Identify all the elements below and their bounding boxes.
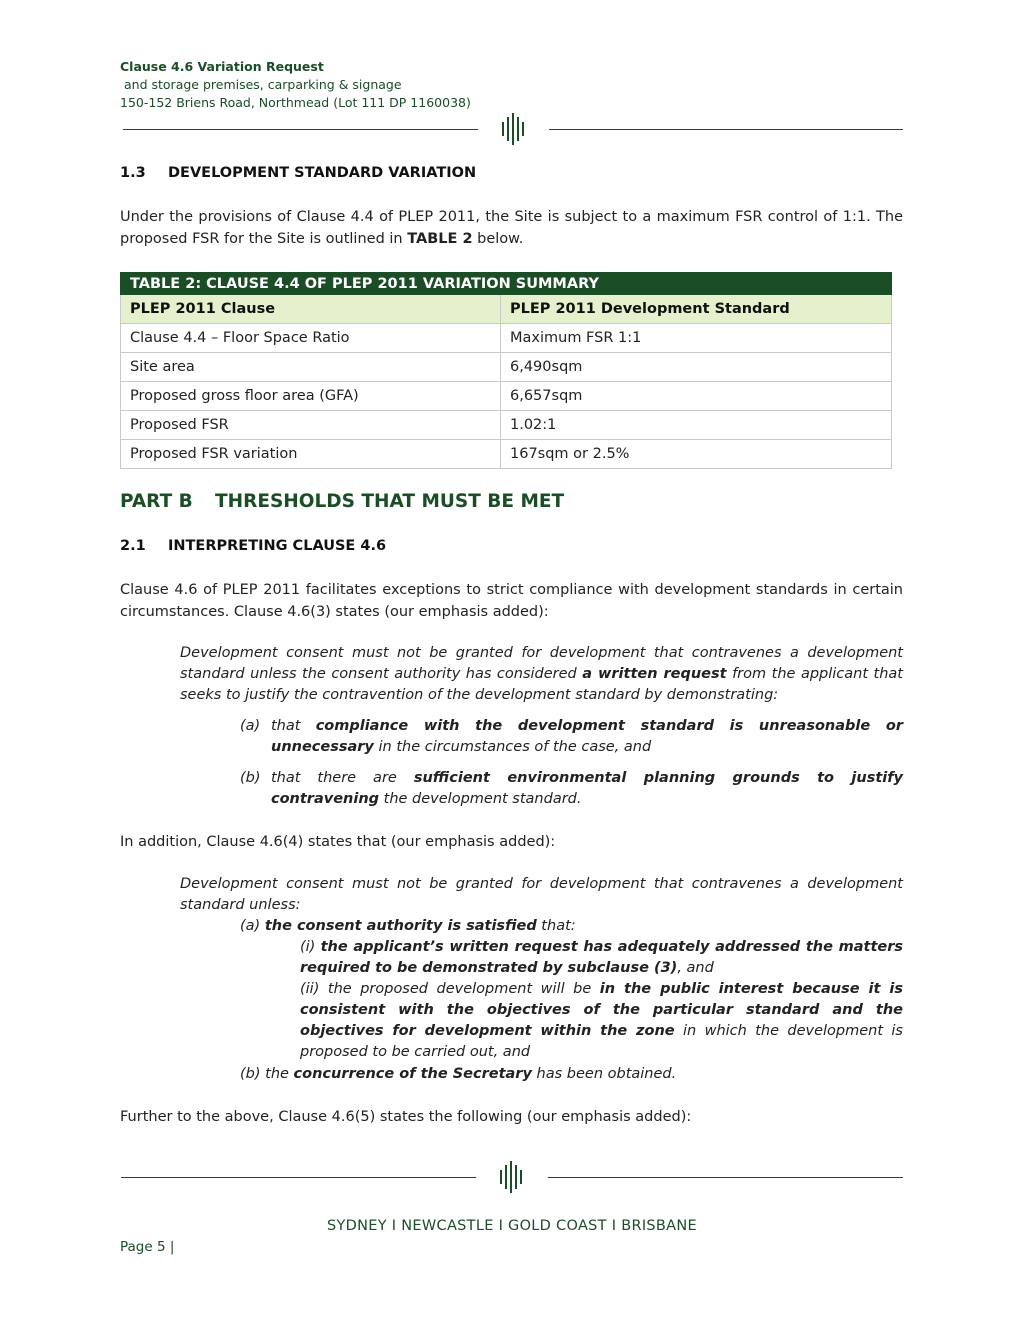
section-number: 2.1 <box>120 538 146 554</box>
part-title: THRESHOLDS THAT MUST BE MET <box>215 491 565 512</box>
variation-summary-table <box>120 272 892 469</box>
text-run: (ii) the proposed development will be <box>300 981 600 997</box>
table-row <box>121 382 892 411</box>
text-run: in the circumstances of the case, and <box>373 739 652 755</box>
paragraph-fsr-intro <box>120 206 903 250</box>
section-number: 1.3 <box>120 165 146 181</box>
text-run: in which the development is proposed to be carried out, and <box>300 1023 903 1060</box>
quote-clause-4-6-3 <box>180 643 903 706</box>
section-title: INTERPRETING CLAUSE 4.6 <box>168 538 387 554</box>
text-run: Under the provisions of Clause 4.4 of PLEP 2011, the Site is subject to a maximum FSR control of 1:1. The proposed FSR for the Site is outlined in <box>120 209 903 247</box>
sub-list-item <box>300 937 903 979</box>
table-row <box>121 353 892 382</box>
table-cell-standard: 6,657sqm <box>501 382 892 411</box>
emphasis: concurrence of the Secretary <box>293 1066 532 1082</box>
text-run: the development standard. <box>379 791 582 807</box>
page-number: Page 5 | <box>120 1239 175 1255</box>
section-title: DEVELOPMENT STANDARD VARIATION <box>168 165 477 181</box>
paragraph-clause-intro: Clause 4.6 of PLEP 2011 facilitates exceptions to strict compliance with development standards in certain circumstances. Clause 4.6(3) states (our emphasis added): <box>120 582 903 620</box>
table-row <box>121 324 892 353</box>
table-cell-standard: 167sqm or 2.5% <box>501 440 892 469</box>
table-reference: TABLE 2 <box>407 231 473 247</box>
header-rule-right <box>549 129 903 130</box>
header-title: Clause 4.6 Variation Request <box>120 59 324 74</box>
column-header-clause: PLEP 2011 Clause <box>121 295 501 324</box>
emphasis: compliance with the development standard is unreasonable or unnecessary <box>271 718 904 755</box>
table-cell-clause: Proposed gross floor area (GFA) <box>121 382 501 411</box>
column-header-standard: PLEP 2011 Development Standard <box>501 295 892 324</box>
header-subtitle: and storage premises, carparking & signage <box>124 77 402 92</box>
header-address: 150-152 Briens Road, Northmead (Lot 111 DP 1160038) <box>120 95 471 110</box>
table-cell-clause: Site area <box>121 353 501 382</box>
sub-list-item <box>300 979 903 1063</box>
text-run: from the applicant that seeks to justify the contravention of the development standard by demonstrating: <box>180 666 903 703</box>
table-cell-standard: Maximum FSR 1:1 <box>501 324 892 353</box>
list-item <box>240 716 903 758</box>
text-run: that: <box>536 918 576 934</box>
company-logo-icon <box>500 113 528 145</box>
company-logo-icon <box>498 1161 526 1193</box>
section-heading-1-3 <box>120 165 476 181</box>
emphasis: the consent authority is satisfied <box>264 918 537 934</box>
footer-rule-right <box>548 1177 903 1178</box>
list-item <box>240 1064 903 1085</box>
text-run: has been obtained. <box>531 1066 677 1082</box>
table-cell-standard: 6,490sqm <box>501 353 892 382</box>
text-run: (i) <box>300 939 321 955</box>
part-heading <box>120 491 564 512</box>
emphasis: sufficient environmental planning grounds to justify contravening <box>271 770 903 807</box>
table-cell-clause: Clause 4.4 – Floor Space Ratio <box>121 324 501 353</box>
quote-clause-4-6-4: Development consent must not be granted for development that contravenes a development standard unless: <box>180 876 903 913</box>
emphasis: the applicant’s written request has adequately addressed the matters required to be demonstrated by subclause (3) <box>300 939 904 976</box>
text-run: (a) <box>240 918 265 934</box>
paragraph-further: Further to the above, Clause 4.6(5) states the following (our emphasis added): <box>120 1109 692 1125</box>
text-run: , and <box>677 960 714 976</box>
table-cell-clause: Proposed FSR variation <box>121 440 501 469</box>
table-row <box>121 411 892 440</box>
emphasis: a written request <box>582 666 727 682</box>
footer-office-locations: SYDNEY I NEWCASTLE I GOLD COAST I BRISBANE <box>326 1218 697 1234</box>
footer-rule-left <box>121 1177 476 1178</box>
text-run: below. <box>472 231 524 247</box>
table-cell-clause: Proposed FSR <box>121 411 501 440</box>
list-item <box>240 768 903 810</box>
text-run: that <box>271 718 316 734</box>
running-header <box>120 58 471 112</box>
table-cell-standard: 1.02:1 <box>501 411 892 440</box>
list-marker: (a) <box>240 718 261 734</box>
table-row <box>121 440 892 469</box>
text-run: that there are <box>271 770 414 786</box>
list-marker: (b) <box>240 770 261 786</box>
header-rule-left <box>123 129 478 130</box>
text-run: (b) the <box>240 1066 294 1082</box>
list-item <box>240 916 903 937</box>
text-run: Development consent must not be granted for development that contravenes a development standard unless the consent authority has considered <box>180 645 903 682</box>
paragraph-addition: In addition, Clause 4.6(4) states that (our emphasis added): <box>120 834 556 850</box>
section-heading-2-1 <box>120 538 386 554</box>
emphasis: in the public interest because it is consistent with the objectives of the particular standard and the objectives for development within the zone <box>300 981 903 1039</box>
table-caption: TABLE 2: CLAUSE 4.4 OF PLEP 2011 VARIATION SUMMARY <box>121 273 892 295</box>
part-label: PART B <box>120 491 193 512</box>
